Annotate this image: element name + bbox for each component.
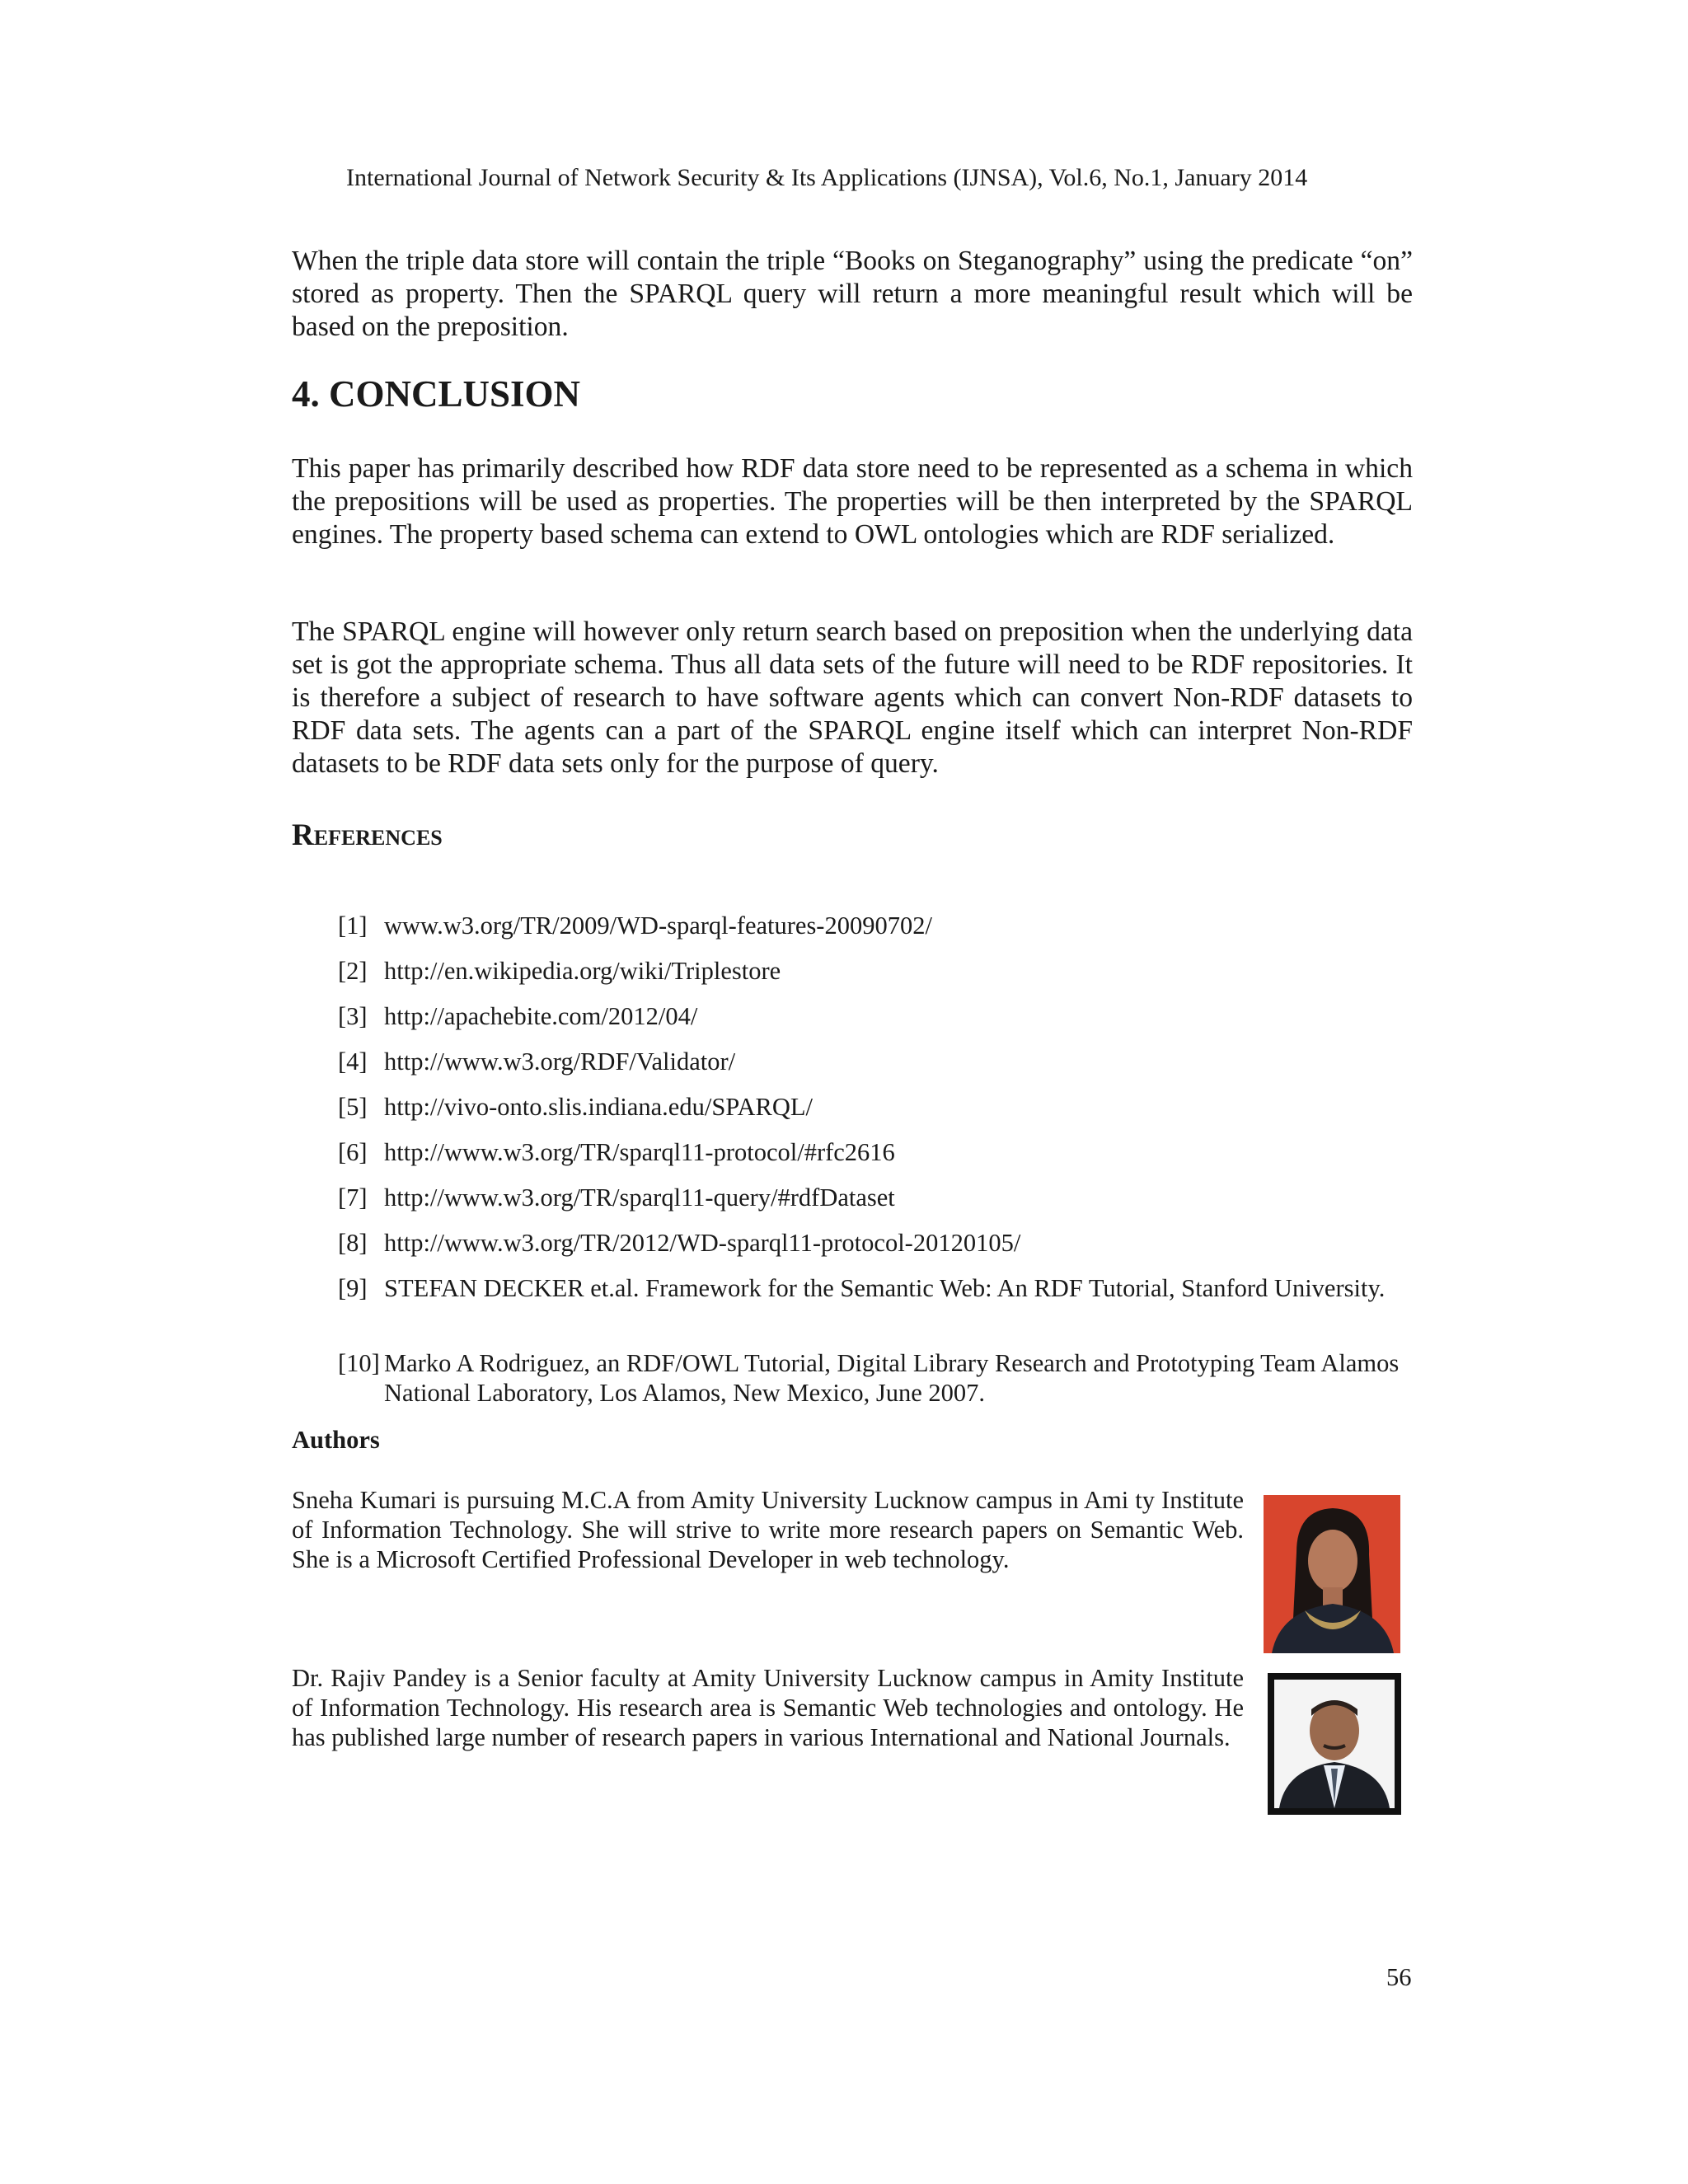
running-header: International Journal of Network Security & Its Applications (IJNSA), Vol.6, No.1, January 2014: [346, 164, 1308, 191]
authors-heading: Authors: [292, 1426, 380, 1454]
intro-paragraph: When the triple data store will contain the triple “Books on Steganography” using the predicate “on” stored as property. Then the SPARQL query will return a more meaningful result which will be based on the preposition.: [292, 246, 1413, 342]
reference-number: [1]: [338, 912, 368, 940]
conclusion-paragraph-2: The SPARQL engine will however only return search based on preposition when the underlying data set is got the appropriate schema. Thus all data sets of the future will need to be RDF repositories. It is therefore a subject of research to have software agents which can convert Non-RDF datasets to RDF data sets. The agents can a part of the SPARQL engine itself which can interpret Non-RDF datasets to be RDF data sets only for the purpose of query.: [292, 616, 1413, 779]
reference-text: Marko A Rodriguez, an RDF/OWL Tutorial, Digital Library Research and Prototyping Team Alamos National Laboratory, Los Alamos, New Mexico, June 2007.: [384, 1349, 1400, 1407]
reference-number: [7]: [338, 1183, 368, 1212]
reference-number: [3]: [338, 1002, 368, 1030]
reference-number: [10]: [338, 1349, 380, 1377]
reference-number: [5]: [338, 1093, 368, 1121]
reference-text: STEFAN DECKER et.al. Framework for the Semantic Web: An RDF Tutorial, Stanford University.: [384, 1274, 1386, 1302]
page-number: 56: [1386, 1963, 1412, 1991]
reference-item: [338, 1348, 1414, 1408]
reference-text: http://apachebite.com/2012/04/: [384, 1002, 698, 1030]
portrait-icon: [1274, 1680, 1395, 1808]
reference-number: [6]: [338, 1138, 368, 1166]
reference-text: http://www.w3.org/TR/sparql11-protocol/#rfc2616: [384, 1138, 895, 1166]
reference-item: [338, 956, 1414, 986]
references-heading: References: [292, 818, 443, 852]
reference-item: [338, 911, 1414, 940]
reference-number: [2]: [338, 957, 368, 985]
reference-text: http://www.w3.org/TR/2012/WD-sparql11-protocol-20120105/: [384, 1229, 1021, 1257]
reference-item: [338, 1092, 1414, 1122]
conclusion-heading: 4. CONCLUSION: [292, 373, 581, 415]
author-bio-1: Sneha Kumari is pursuing M.C.A from Amity University Lucknow campus in Ami ty Institute of Information Technology. She will strive to write more research papers on Semantic Web. She is a Microsoft Certified Professional Developer in web technology.: [292, 1486, 1244, 1573]
reference-text: http://www.w3.org/RDF/Validator/: [384, 1047, 736, 1076]
reference-item: [338, 1183, 1414, 1212]
author-bio-2: Dr. Rajiv Pandey is a Senior faculty at Amity University Lucknow campus in Amity Institute of Information Technology. His research area is Semantic Web technologies and ontology. He has published large number of research papers in various International and National Journals.: [292, 1664, 1244, 1751]
reference-text: http://en.wikipedia.org/wiki/Triplestore: [384, 957, 781, 985]
reference-number: [9]: [338, 1274, 368, 1302]
author-photo-2: [1268, 1673, 1401, 1815]
conclusion-paragraph-1: This paper has primarily described how RDF data store need to be represented as a schema in which the prepositions will be used as properties. The properties will be then interpreted by the SPARQL engines. The property based schema can extend to OWL ontologies which are RDF serialized.: [292, 453, 1413, 550]
reference-item: [338, 1273, 1414, 1303]
author-photo-1: [1264, 1495, 1400, 1653]
reference-item: [338, 1001, 1414, 1031]
reference-text: http://www.w3.org/TR/sparql11-query/#rdfDataset: [384, 1183, 895, 1212]
reference-item: [338, 1228, 1414, 1258]
reference-number: [4]: [338, 1047, 368, 1076]
portrait-icon: [1264, 1495, 1400, 1653]
reference-text: http://vivo-onto.slis.indiana.edu/SPARQL/: [384, 1093, 813, 1121]
reference-number: [8]: [338, 1229, 368, 1257]
reference-item: [338, 1047, 1414, 1076]
reference-item: [338, 1137, 1414, 1167]
reference-text: www.w3.org/TR/2009/WD-sparql-features-20090702/: [384, 912, 932, 940]
